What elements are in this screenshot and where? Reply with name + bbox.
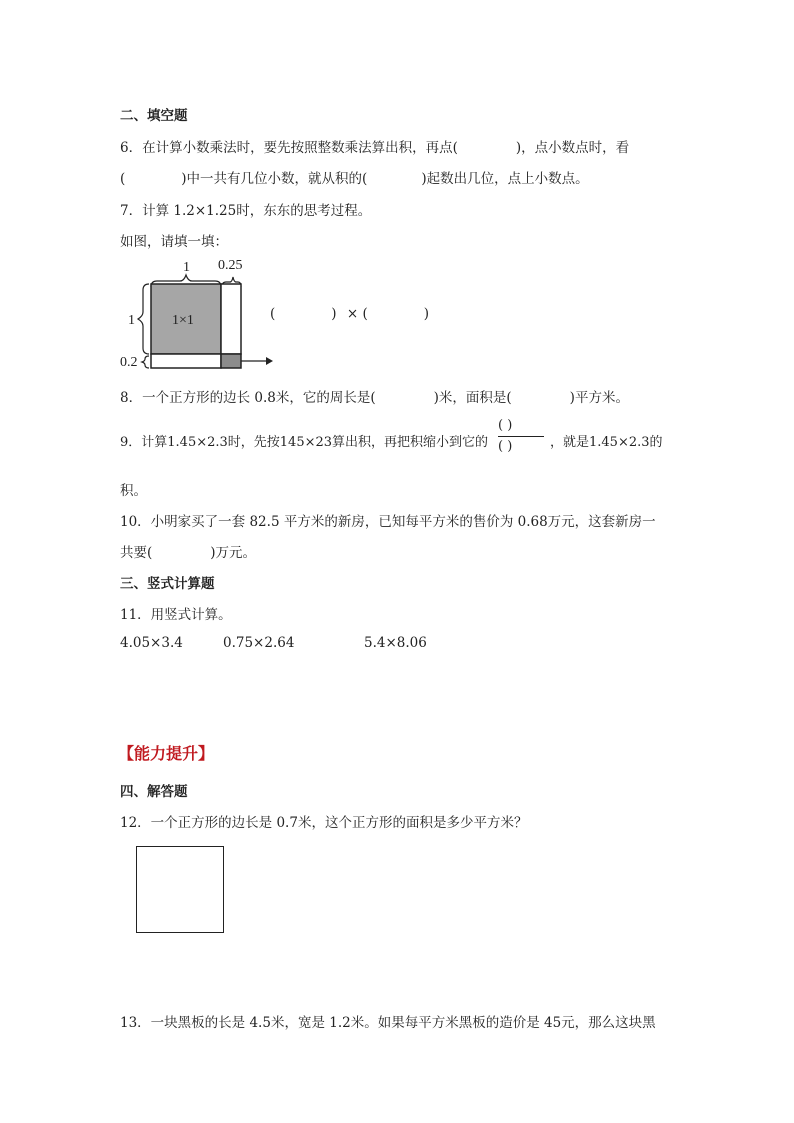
question-7-prompt: 如图，请填一填： bbox=[120, 234, 228, 250]
blank-close-2: ) bbox=[423, 306, 430, 322]
section-heading-ability: 【能力提升】 bbox=[118, 744, 215, 763]
blank-open-1: ( bbox=[270, 306, 276, 322]
question-7-text: 7．计算 1.2×1.25时，东东的思考过程。 bbox=[120, 203, 372, 219]
question-8-text-a: 8．一个正方形的边长 0.8米，它的周长是( bbox=[120, 390, 376, 406]
times-sign: × bbox=[346, 306, 359, 322]
square-figure bbox=[136, 846, 224, 933]
question-8-text-b: )米，面积是( bbox=[433, 390, 512, 406]
fraction-denominator: ( ) bbox=[498, 439, 513, 454]
question-6-text-e: )起数出几位，点上小数点。 bbox=[421, 171, 589, 187]
label-top-1: 1 bbox=[183, 260, 190, 275]
question-6-text-b: )，点小数点时，看 bbox=[515, 140, 630, 156]
left-brace-1 bbox=[138, 284, 149, 354]
section-heading-fill-blank: 二、填空题 bbox=[120, 108, 188, 124]
question-9-text-b: ，就是1.45×2.3的 bbox=[550, 435, 663, 450]
question-12-text: 12．一个正方形的边长是 0.7米，这个正方形的面积是多少平方米？ bbox=[120, 815, 528, 831]
expr-2: 0.75×2.64 bbox=[223, 635, 295, 651]
label-center-1x1: 1×1 bbox=[172, 313, 194, 328]
question-9-text-a: 9．计算1.45×2.3时，先按145×23算出积，再把积缩小到它的 bbox=[120, 435, 489, 450]
question-9-text-c: 积。 bbox=[120, 483, 147, 499]
section-heading-vertical-calc: 三、竖式计算题 bbox=[120, 576, 215, 592]
label-left-1: 1 bbox=[128, 313, 135, 328]
question-6-text-a: 6．在计算小数乘法时，要先按照整数乘法算出积，再点( bbox=[120, 140, 458, 156]
question-8-text-c: )平方米。 bbox=[569, 390, 629, 406]
label-top-025: 0.25 bbox=[218, 258, 243, 273]
fraction-bar bbox=[498, 436, 544, 437]
question-10-text-b: 共要( bbox=[120, 545, 153, 561]
question-13-text: 13．一块黑板的长是 4.5米，宽是 1.2米。如果每平方米黑板的造价是 45元，那么这块黑 bbox=[120, 1015, 656, 1031]
arrow-head-icon bbox=[266, 357, 273, 365]
right-strip bbox=[221, 284, 241, 354]
blank-close-1: ) bbox=[331, 306, 337, 322]
question-10-text-c: )万元。 bbox=[210, 545, 257, 561]
question-6-text-d: )中一共有几位小数，就从积的( bbox=[181, 171, 368, 187]
question-6-text-c: ( bbox=[120, 171, 126, 187]
expr-3: 5.4×8.06 bbox=[364, 635, 427, 651]
bottom-strip bbox=[151, 354, 221, 368]
question-8 bbox=[120, 386, 629, 406]
left-brace-02 bbox=[142, 356, 149, 368]
question-10-line-2 bbox=[120, 541, 256, 561]
question-10-line-1: 10．小明家买了一套 82.5 平方米的新房，已知每平方米的售价为 0.68万元，这套新房一 bbox=[120, 514, 656, 530]
blank-open-2: ( bbox=[362, 306, 368, 322]
question-7-blanks bbox=[270, 306, 429, 322]
area-model-figure bbox=[120, 254, 280, 372]
section-heading-answer: 四、解答题 bbox=[120, 784, 188, 800]
expr-1: 4.05×3.4 bbox=[120, 635, 183, 651]
label-left-02: 0.2 bbox=[120, 355, 138, 370]
question-11-text: 11．用竖式计算。 bbox=[120, 607, 232, 623]
question-6-line-2 bbox=[120, 167, 589, 187]
fraction-numerator: ( ) bbox=[498, 418, 513, 433]
question-6-line-1 bbox=[120, 136, 629, 156]
corner-square bbox=[221, 354, 241, 368]
fraction-blank[interactable] bbox=[496, 418, 548, 460]
